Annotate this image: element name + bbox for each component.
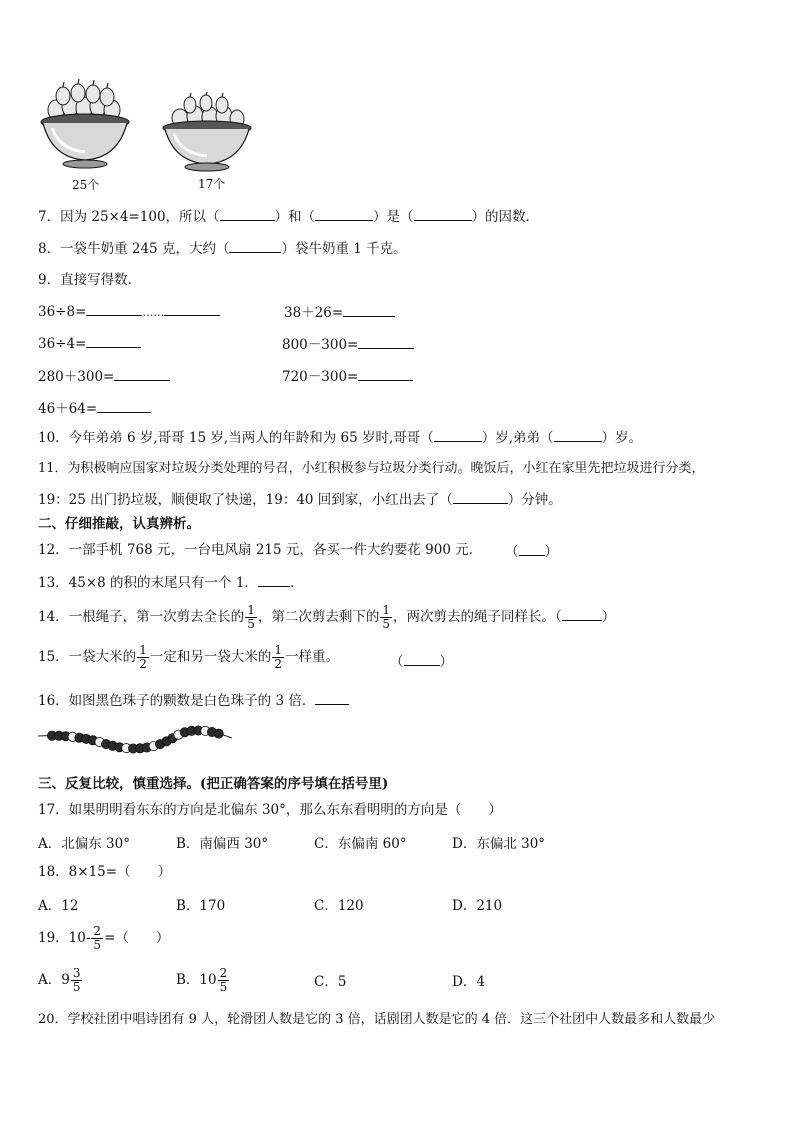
calc-item: 38＋26=	[284, 301, 395, 321]
calc-item: 36÷4=	[38, 333, 141, 352]
answer-blank[interactable]	[414, 206, 472, 221]
question-16: 16．如图黑色珠子的颗数是白色珠子的 3 倍．	[38, 690, 349, 711]
option-d[interactable]: D．4	[452, 974, 485, 990]
option-d[interactable]: D．东偏北 30°	[452, 836, 546, 852]
question-7: 7．因为 25×4=100，所以（ ）和（ ）是（ ）的因数．	[38, 206, 539, 227]
question-17: 17．如果明明看东东的方向是北偏东 30°，那么东东看明明的方向是（ ）	[38, 802, 502, 818]
judge-paren: （ ）	[505, 540, 558, 560]
basket-pears-17-image	[160, 92, 255, 172]
answer-blank[interactable]	[114, 366, 170, 381]
fraction: $\frac{1}{5}$	[247, 603, 255, 631]
calc-item: 720－300=	[282, 365, 413, 385]
answer-blank[interactable]	[229, 238, 281, 253]
answer-blank[interactable]	[343, 302, 395, 317]
answer-blank[interactable]	[315, 690, 349, 705]
answer-blank[interactable]	[86, 333, 141, 348]
calc-item: 46＋64=	[38, 397, 151, 417]
fraction: $\frac{1}{5}$	[382, 603, 390, 631]
answer-blank[interactable]	[358, 334, 414, 349]
answer-blank[interactable]	[358, 366, 413, 381]
calc-item: 36÷8= ……	[38, 301, 220, 320]
option-c[interactable]: C．5	[314, 974, 347, 990]
black-bead	[214, 729, 223, 738]
question-18: 18．8×15=（ ）	[38, 864, 172, 880]
answer-blank[interactable]	[404, 651, 440, 666]
question-11-line1: 11．为积极响应国家对垃圾分类处理的号召，小红积极参与垃圾分类行动。晚饭后，小红在家里先把垃圾进行分类，	[38, 461, 705, 476]
question-19: 19．10- $\frac{2}{5}$ =（ ）	[38, 924, 170, 952]
calc-item: 280＋300=	[38, 365, 170, 385]
answer-blank[interactable]	[562, 606, 602, 621]
section-2-heading: 二、仔细推敲，认真辨析。	[38, 516, 200, 532]
option-c[interactable]: C．120	[314, 898, 364, 914]
question-15: 15．一袋大米的 $\frac{1}{2}$ 一定和另一袋大米的 $\frac{1}{2}$ 一样重。	[38, 643, 339, 671]
answer-blank[interactable]	[220, 206, 275, 221]
option-b[interactable]: B．10 $\frac{2}{5}$	[176, 966, 228, 994]
question-11-line2: 19：25 出门扔垃圾，顺便取了快递，19：40 回到家，小红出去了（ ）分钟。	[38, 489, 562, 510]
question-9-title: 9．直接写得数．	[38, 272, 142, 288]
fraction: $\frac{2}{5}$	[93, 924, 102, 952]
answer-blank[interactable]	[519, 541, 545, 556]
option-b[interactable]: B．南偏西 30°	[176, 836, 269, 852]
option-d[interactable]: D．210	[452, 898, 503, 914]
basket-label-25: 25个	[72, 178, 100, 192]
section-3-heading: 三、反复比较，慎重选择。(把正确答案的序号填在括号里)	[38, 776, 389, 792]
question-10: 10．今年弟弟 6 岁,哥哥 15 岁,当两人的年龄和为 65 岁时,哥哥（ ）岁,弟弟（ ）岁。	[38, 427, 642, 448]
basket-pears-25-image	[38, 78, 133, 173]
fraction: $\frac{2}{5}$	[219, 966, 228, 994]
fraction: $\frac{1}{2}$	[139, 643, 147, 671]
beads-string-image	[36, 722, 236, 758]
answer-blank[interactable]	[434, 427, 482, 442]
question-13: 13．45×8 的积的末尾只有一个 1． ．	[38, 572, 303, 593]
judge-paren: （ ）	[390, 650, 453, 670]
question-12: 12．一部手机 768 元，一台电风扇 215 元，各买一件大约要花 900 元．	[38, 542, 483, 558]
option-a[interactable]: A．12	[38, 898, 79, 914]
answer-blank[interactable]	[97, 398, 151, 413]
answer-blank[interactable]	[86, 301, 142, 316]
calc-item: 800－300=	[282, 333, 414, 353]
answer-blank[interactable]	[554, 427, 602, 442]
fraction: $\frac{1}{2}$	[274, 643, 282, 671]
question-8: 8．一袋牛奶重 245 克，大约（ ）袋牛奶重 1 千克。	[38, 238, 407, 259]
answer-blank[interactable]	[258, 572, 290, 587]
answer-blank[interactable]	[315, 206, 373, 221]
question-14: 14．一根绳子，第一次剪去全长的 $\frac{1}{5}$ ，第二次剪去剩下的 $\frac{1}{5}$ ，两次剪去的绳子同样长。（ ）	[38, 603, 616, 631]
answer-blank[interactable]	[453, 489, 508, 504]
basket-label-17: 17个	[198, 177, 226, 191]
answer-blank[interactable]	[164, 301, 220, 316]
option-a[interactable]: A．9 $\frac{3}{5}$	[38, 966, 81, 994]
option-c[interactable]: C．东偏南 60°	[314, 836, 407, 852]
option-a[interactable]: A．北偏东 30°	[38, 836, 130, 852]
fraction: $\frac{3}{5}$	[72, 966, 81, 994]
option-b[interactable]: B．170	[176, 898, 226, 914]
question-20: 20．学校社团中唱诗团有 9 人，轮滑团人数是它的 3 倍，话剧团人数是它的 4 倍．这三个社团中人数最多和人数最少	[38, 1012, 716, 1027]
